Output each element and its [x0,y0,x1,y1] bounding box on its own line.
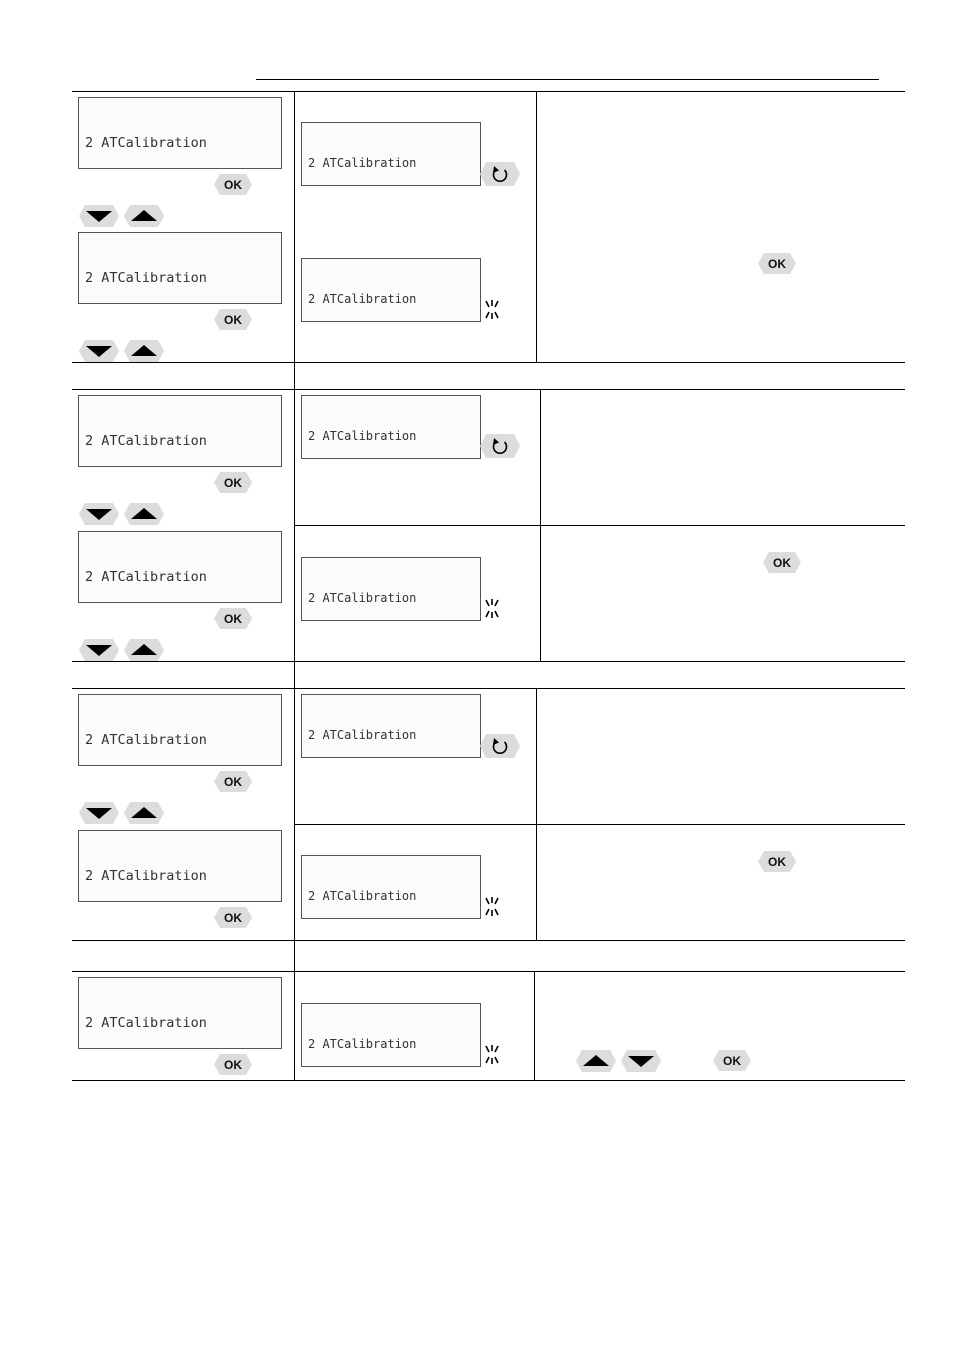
ok-button[interactable]: OK [214,472,252,493]
table-top-rule [72,91,905,92]
down-arrow-icon[interactable] [79,802,119,824]
lcd-display [301,122,481,186]
down-arrow-icon[interactable] [79,639,119,661]
lcd-title: 2 ATCalibration [308,728,417,742]
lcd-title: 2 ATCalibration [85,568,207,585]
table-bottom-rule [72,1080,905,1081]
up-arrow-icon[interactable] [124,503,164,525]
column-divider [536,688,537,940]
lcd-display [301,395,481,459]
table-rule [72,940,905,941]
lcd-title: 2 ATCalibration [308,156,417,170]
down-arrow-icon[interactable] [79,503,119,525]
column-divider [534,971,535,1080]
down-arrow-icon[interactable] [79,205,119,227]
blinking-value-icon [481,1043,503,1065]
lcd-title: 2 ATCalibration [85,269,207,286]
lcd-display [301,557,481,621]
table-rule [72,971,905,972]
table-rule [72,389,905,390]
escape-return-icon[interactable] [480,162,520,186]
ok-button[interactable]: OK [758,851,796,872]
ok-button[interactable]: OK [214,771,252,792]
ok-button[interactable]: OK [214,1054,252,1075]
up-arrow-icon[interactable] [576,1050,616,1072]
up-arrow-icon[interactable] [124,205,164,227]
blinking-value-icon [481,597,503,619]
lcd-title: 2 ATCalibration [85,1014,207,1031]
lcd-title: 2 ATCalibration [308,591,417,605]
ok-button[interactable]: OK [758,253,796,274]
blinking-value-icon [481,895,503,917]
lcd-title: 2 ATCalibration [85,867,207,884]
ok-button[interactable]: OK [763,552,801,573]
up-arrow-icon[interactable] [124,639,164,661]
ok-button[interactable]: OK [713,1050,751,1071]
lcd-display [301,1003,481,1067]
table-rule [294,824,905,825]
blinking-value-icon [481,298,503,320]
up-arrow-icon[interactable] [124,340,164,362]
lcd-display [78,694,282,766]
lcd-title: 2 ATCalibration [308,889,417,903]
header-rule [256,79,879,80]
table-rule [72,661,905,662]
lcd-display [301,258,481,322]
lcd-display [78,531,282,603]
up-arrow-icon[interactable] [124,802,164,824]
column-divider [540,389,541,661]
down-arrow-icon[interactable] [621,1050,661,1072]
ok-button[interactable]: OK [214,174,252,195]
column-divider [536,91,537,362]
lcd-display [301,694,481,758]
table-rule [294,525,905,526]
ok-button[interactable]: OK [214,608,252,629]
escape-return-icon[interactable] [480,434,520,458]
lcd-title: 2 ATCalibration [308,1037,417,1051]
lcd-title: 2 ATCalibration [308,429,417,443]
lcd-display [78,977,282,1049]
lcd-display [78,830,282,902]
table-rule [72,362,905,363]
escape-return-icon[interactable] [480,734,520,758]
ok-button[interactable]: OK [214,907,252,928]
table-rule [72,688,905,689]
lcd-display [78,97,282,169]
lcd-display [78,232,282,304]
lcd-display [301,855,481,919]
down-arrow-icon[interactable] [79,340,119,362]
lcd-title: 2 ATCalibration [85,432,207,449]
column-divider [294,91,295,1080]
lcd-title: 2 ATCalibration [85,134,207,151]
lcd-display [78,395,282,467]
lcd-title: 2 ATCalibration [85,731,207,748]
ok-button[interactable]: OK [214,309,252,330]
lcd-title: 2 ATCalibration [308,292,417,306]
